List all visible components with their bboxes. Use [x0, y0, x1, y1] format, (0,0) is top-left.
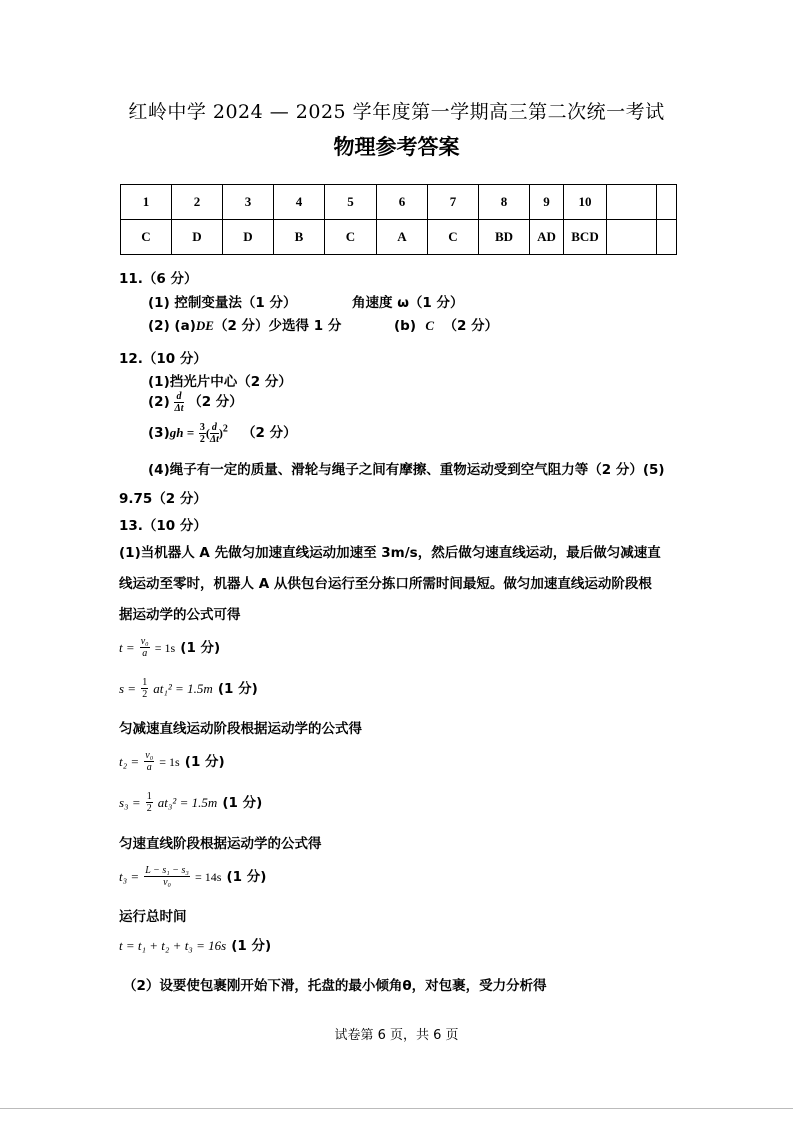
answer-table [120, 184, 677, 255]
q11-line2a [148, 314, 341, 334]
fraction-numerator: v₀ [140, 636, 149, 647]
fraction-denominator: a [146, 762, 152, 773]
table-cell: C [121, 220, 172, 255]
table-cell: D [172, 220, 223, 255]
fraction-denominator: a [142, 648, 148, 659]
table-cell [607, 185, 657, 220]
fraction-denominator: Δt [174, 402, 184, 414]
q11-line2b [394, 314, 498, 334]
table-cell [607, 220, 657, 255]
q13-paragraph-line: 线运动至零时，机器人 A 从供包台运行至分拣口所需时间最短。做匀加速直线运动阶段根 [119, 576, 652, 592]
q12-line3-prefix: (3) [148, 425, 170, 441]
equation-fraction [140, 636, 150, 659]
q12-line3-exponent: 2 [222, 423, 228, 435]
q11-heading: 11.（6 分） [119, 271, 198, 287]
q12-line2-fraction [174, 391, 183, 414]
q12-line3-lhs: gh = [169, 425, 195, 440]
fraction-numerator: v₀ [145, 750, 154, 761]
table-cell: 10 [564, 185, 607, 220]
q11-line1b: 角速度 ω（1 分） [352, 295, 464, 311]
answer-table-number-row [121, 185, 677, 220]
equation-rhs: at₃² = 1.5m [157, 795, 218, 810]
fraction-denominator: Δt [209, 433, 219, 445]
table-cell: 6 [377, 185, 428, 220]
table-cell: 2 [172, 185, 223, 220]
q11-line2b-suffix: （2 分） [443, 318, 499, 334]
table-cell: 1 [121, 185, 172, 220]
equation-rhs: = 1s [159, 755, 180, 769]
equation-score: (1 分) [231, 938, 272, 954]
q11-line2b-answer: C [425, 318, 435, 333]
q13-equation-4 [119, 791, 262, 814]
q11-line2a-answer: DE [195, 318, 214, 333]
table-cell: 9 [530, 185, 564, 220]
q11-line2a-suffix: （2 分）少选得 1 分 [213, 318, 342, 334]
table-cell: B [274, 220, 325, 255]
table-cell: 8 [479, 185, 530, 220]
q13-equation-6 [119, 934, 271, 954]
equation-score: (1 分) [180, 640, 221, 656]
equation-fraction [141, 677, 148, 700]
equation-fraction [144, 865, 190, 888]
equation-body: t = t₁ + t₂ + t₃ = 16s [119, 938, 227, 953]
equation-lhs: s₃ = [119, 795, 141, 810]
q13-paragraph-line: 据运动学的公式可得 [119, 607, 241, 623]
table-cell: 4 [274, 185, 325, 220]
table-cell: 3 [223, 185, 274, 220]
q13-paragraph-line: 匀减速直线运动阶段根据运动学的公式得 [119, 721, 362, 737]
q13-equation-1 [119, 636, 220, 659]
equation-fraction [146, 791, 153, 814]
table-cell: C [325, 220, 377, 255]
q12-line1: (1)挡光片中心（2 分） [148, 374, 292, 390]
q11-line2b-prefix: (b) [394, 318, 417, 334]
page-title: 红岭中学 2024 — 2025 学年度第一学期高三第二次统一考试 [128, 101, 665, 123]
equation-rhs: = 1s [154, 641, 176, 655]
q12-line3-suffix: （2 分） [242, 425, 297, 441]
q12-line4: (4)绳子有一定的质量、滑轮与绳子之间有摩擦、重物运动受到空气阻力等（2 分）(5) [148, 462, 665, 478]
equation-fraction [144, 750, 154, 773]
q12-line2-suffix: （2 分） [188, 394, 243, 410]
q11-line2a-prefix: (2) (a) [148, 318, 196, 334]
table-cell [657, 220, 677, 255]
q12-heading: 12.（10 分） [119, 351, 207, 367]
q13-heading: 13.（10 分） [119, 518, 207, 534]
q11-line1a: (1) 控制变量法（1 分） [148, 295, 297, 311]
q13-paragraph-line: （2）设要使包裹刚开始下滑，托盘的最小倾角θ，对包裹，受力分析得 [123, 978, 547, 994]
equation-lhs: s = [119, 681, 137, 696]
table-cell [657, 185, 677, 220]
table-cell: AD [530, 220, 564, 255]
q13-paragraph-line: (1)当机器人 A 先做匀加速直线运动加速至 3m/s，然后做匀速直线运动，最后做匀减速直 [119, 545, 661, 561]
table-cell: BD [479, 220, 530, 255]
page-divider [0, 1108, 793, 1109]
q12-line5: 9.75（2 分） [119, 491, 207, 507]
q13-equation-2 [119, 677, 258, 700]
fraction-denominator: 2 [142, 689, 148, 700]
q12-line3: (3)gh = $\frac{3}{2}$ ( $\frac{d}{\Delta t}$ )$^2$ （2 分） [148, 421, 297, 445]
table-cell: 5 [325, 185, 377, 220]
q12-line2-prefix: (2) [148, 394, 170, 410]
equation-lhs: t₂ = [119, 754, 140, 769]
answer-table-answer-row [121, 220, 677, 255]
fraction-numerator: 1 [142, 677, 148, 688]
equation-rhs: = 14s [194, 870, 222, 884]
q12-line2 [148, 390, 243, 414]
fraction-numerator: d [174, 391, 183, 403]
q13-paragraph-line: 匀速直线阶段根据运动学的公式得 [119, 836, 322, 852]
equation-score: (1 分) [226, 869, 267, 885]
q13-equation-3 [119, 750, 225, 773]
q13-paragraph-line: 运行总时间 [119, 909, 187, 925]
fraction-numerator: d [210, 422, 219, 434]
table-cell: A [377, 220, 428, 255]
page-footer: 试卷第 6 页，共 6 页 [334, 1028, 459, 1043]
q13-equation-5 [119, 865, 266, 888]
table-cell: D [223, 220, 274, 255]
fraction-numerator: 1 [146, 791, 152, 802]
equation-score: (1 分) [184, 754, 225, 770]
q12-line3-coeff [199, 422, 206, 445]
equation-rhs: at₁² = 1.5m [153, 681, 213, 696]
table-cell: 7 [428, 185, 479, 220]
table-cell: C [428, 220, 479, 255]
table-cell: BCD [564, 220, 607, 255]
fraction-denominator: 2 [146, 803, 152, 814]
equation-score: (1 分) [217, 681, 258, 697]
fraction-denominator: 2 [199, 433, 205, 445]
fraction-numerator: L − s₁ − s₃ [145, 865, 189, 876]
page-subtitle: 物理参考答案 [333, 134, 460, 159]
equation-lhs: t = [119, 640, 135, 655]
equation-score: (1 分) [222, 795, 263, 811]
equation-lhs: t₃ = [119, 869, 140, 884]
q12-line3-inner-fraction [210, 422, 219, 445]
fraction-denominator: v₀ [163, 877, 172, 888]
fraction-numerator: 3 [199, 421, 205, 433]
